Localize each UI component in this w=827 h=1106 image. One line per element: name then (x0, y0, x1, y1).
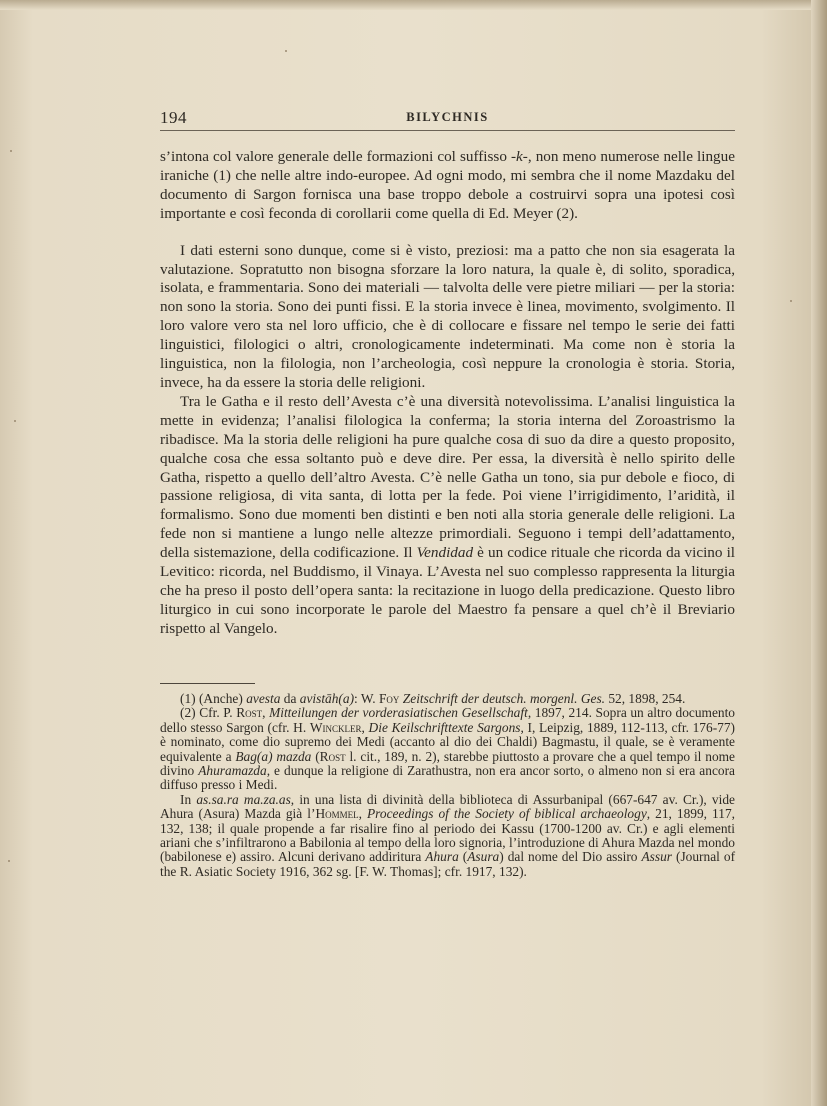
page-top-edge (0, 0, 827, 10)
italic-run: avesta (246, 691, 281, 706)
paper-speck (8, 860, 10, 862)
journal-title: Zeitschrift der deutsch. morgenl. Ges. (402, 691, 605, 706)
paragraph-1 (160, 148, 735, 224)
running-head: BILYCHNIS (406, 110, 489, 124)
text-run: , in una lista di divinità della biblioteca di Assurbanipal (667-647 av. Cr.), vide Ahura (Asura) Mazda già l’ (160, 791, 735, 822)
text-run: ( (458, 849, 468, 865)
paper-speck (14, 420, 16, 422)
text-run: , 21, 1899, 117, 132, 138; il quale propende a far risalire fino al periodo dei Kassu (1700-1200 av. Cr.) e agli elementi ariani che s’infiltrarono a Babilonia al tempo della loro signoria, l’introduzione di Ahura Mazda nel mondo (babilonese e) assiro. Alcuni derivano addiritura (160, 806, 735, 865)
paper-speck (790, 300, 792, 302)
footnote-3 (160, 793, 735, 879)
footnote-rule (160, 683, 255, 684)
text-run: , I, Leipzig, 1889, 112-113, cfr. 176-77) è nominato, come dio supremo dei Medi (accanto al dio dei Chaldi) Bagmastu, il quale, se è veramente equivalente a (160, 719, 735, 764)
text-run: (2) Cfr. P. (180, 705, 237, 721)
text-run: : W. (354, 691, 379, 706)
text-run: ) dal nome del Dio assiro (499, 849, 642, 865)
text-run: ( (311, 748, 320, 764)
paragraph-3 (160, 393, 735, 639)
text-run: (1) (Anche) (180, 691, 247, 706)
text-run: , (262, 705, 270, 721)
author-name: Foy (378, 691, 400, 706)
paper-speck (10, 150, 12, 152)
author-name: Hommel (315, 806, 359, 822)
text-run: In (180, 791, 197, 807)
text-run: , (361, 719, 369, 735)
page-number: 194 (160, 108, 187, 127)
italic-run: -k- (511, 148, 528, 165)
journal-title: Proceedings of the Society of biblical archaeology (366, 806, 647, 822)
italic-run: Ahuramazda (198, 763, 267, 779)
italic-run: Vendidad (416, 544, 474, 562)
italic-run: Asura (467, 849, 500, 865)
text-run: , (358, 806, 367, 822)
page-right-edge (811, 0, 827, 1106)
text-run: s’intona col valore generale delle formazioni col suffisso (160, 148, 511, 165)
page-header (160, 108, 735, 131)
text-run: , e dunque la religione di Zarathustra, non era ancor sorto, o almeno non si era ancora diffuso presso i Medi. (160, 763, 735, 793)
footnotes (160, 692, 735, 879)
text-run: , non meno numerose nelle lingue iraniche (1) che nelle altre indo-europee. Ad ogni modo, mi sembra che il nome Mazdaku del documento di Sargon fornisca una base troppo debole a costruirvi sopra una ipotesi così importante e così feconda di corollarii come quella di Ed. Meyer (2). (160, 148, 735, 222)
text-run: (Journal of the R. Asiatic Society 1916, 362 sg. [F. W. Thomas]; cfr. 1917, 132). (160, 849, 736, 879)
italic-run: Bag(a) mazda (235, 748, 312, 764)
text-run: 52, 1898, 254. (605, 691, 686, 706)
italic-run: Assur (641, 849, 672, 865)
book-title: Die Keilschrifttexte Sargons (368, 719, 521, 735)
text-run: l. cit., 189, n. 2), starebbe piuttosto a provare che a quel tempo il nome divino (160, 748, 735, 779)
footnote-1 (160, 692, 735, 706)
text-run: , 1897, 214. Sopra un altro documento dello stesso Sargon (cfr. H. (160, 705, 735, 735)
paragraph-2: I dati esterni sono dunque, come si è visto, preziosi: ma a patto che non sia esagerata la valutazione. Sopratutto non bisogna sforzare la loro natura, la quale è, di solito, sporadica, isolata, e frammentaria. Sono dei materiali — talvolta delle vere pietre miliari — per la storia: non sono la storia. Sono dei punti fissi. E la storia invece è linea, movimento, svolgimento. Il loro valore vero sta nel loro ufficio, che è di collocare e fissare nel tempo le serie dei fatti linguistici, filologici o altri, cronologicamente indeterminati. Ma come non è storia la linguistica, non la filologia, non l’archeologia, così neppure la cronologia è storia. Storia, invece, ha da essere la storia delle religioni. (160, 241, 735, 391)
italic-run: as.sa.ra ma.za.as (196, 791, 291, 807)
paper-speck (285, 50, 287, 52)
author-name: Rost (319, 748, 346, 764)
footnote-2 (160, 706, 735, 792)
text-run: è un codice rituale che ricorda da vicino il Levitico: ricorda, nel Buddismo, il Vinaya. L’Avesta nel suo complesso rappresenta la liturgia che ha preso il posto dell’opera santa: la recitazione in luogo della predicazione. Questo libro liturgico in cui sono incorporate le parole del Maestro fa pensare a quel ch’è il Breviario rispetto al Vangelo. (160, 544, 736, 637)
journal-title: Mitteilungen der vorderasiatischen Gesellschaft (269, 705, 528, 721)
italic-run: avistāh(a) (299, 691, 355, 706)
author-name: Rost (236, 705, 263, 721)
text-run: da (280, 691, 300, 706)
body-text (160, 148, 735, 639)
text-run: Tra le Gatha e il resto dell’Avesta c’è una diversità notevolissima. L’analisi linguistica la mette in evidenza; l’analisi filologica la conferma; la storia interna del Zoroastrismo la ribadisce. Ma la storia delle religioni ha pure qualche cosa di suo da dire a questo proposito, qualche cosa che essa soltanto può e deve dire. Per essa, la diversità è nello spirito delle Gatha, rispetto a quello dell’altro Avesta. C’è nelle Gatha un tono, sia pur debole e fioco, di passione religiosa, di vita santa, di lotta per la fede. Poi viene l’irrigidimento, l’aridità, il formalismo. Sono due momenti ben distinti e ben noti alla storia generale delle religioni. La fede non si mantiene a lungo nelle altezze primordiali. Seguono i tempi dell’adattamento, della sistemazione, della codificazione. Il (160, 392, 735, 562)
author-name: Winckler (309, 719, 362, 735)
italic-run: Ahura (425, 849, 459, 865)
